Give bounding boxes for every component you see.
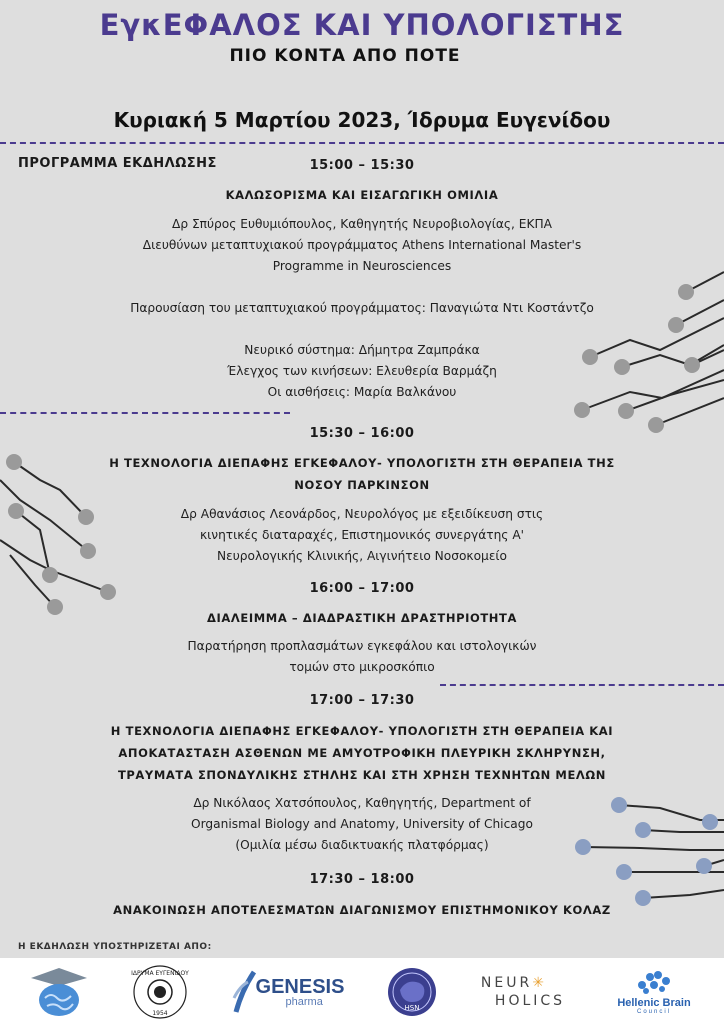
session-title: ΚΑΛΩΣΟΡΙΣΜΑ ΚΑΙ ΕΙΣΑΓΩΓΙΚΗ ΟΜΙΛΙΑ — [225, 188, 499, 202]
svg-text:HSN: HSN — [404, 1004, 420, 1012]
session-time: 16:00 – 17:00 — [309, 581, 415, 596]
divider — [0, 412, 290, 414]
session-time: 15:00 – 15:30 — [309, 158, 415, 173]
sponsors-label: Η ΕΚΔΗΛΩΣΗ ΥΠΟΣΤΗΡΙΖΕΤΑΙ ΑΠΟ: — [18, 942, 212, 952]
hellenic-brain-council-logo — [604, 964, 704, 1020]
session-details: Δρ Σπύρος Ευθυμιόπουλος, Καθηγητής Νευροβιολογίας, ΕΚΠΑ Διευθύνων μεταπτυχιακού προγράμματος Athens International Master's Programme in Neurosciences Παρουσίαση του μεταπτυχιακού προγράμματος: Παναγιώτα Ντι Κοστάντζο Νευρικό σύστημα: Δήμητρα Ζαμπράκα Έλεγχος των κινήσεων: Ελευθερία Βαρμάζη Οι αισθήσεις: Μαρία Βαλκάνου — [130, 217, 594, 399]
session-title: Η ΤΕΧΝΟΛΟΓΙΑ ΔΙΕΠΑΦΗΣ ΕΓΚΕΦΑΛΟΥ- ΥΠΟΛΟΓΙΣΤΗ ΣΤΗ ΘΕΡΑΠΕΙΑ ΤΗΣ ΝΟΣΟΥ ΠΑΡΚΙΝΣΟΝ — [109, 456, 615, 492]
session-title: ΔΙΑΛΕΙΜΜΑ – ΔΙΑΔΡΑΣΤΙΚΗ ΔΡΑΣΤΗΡΙΟΤΗΤΑ — [207, 611, 517, 625]
session-title: Η ΤΕΧΝΟΛΟΓΙΑ ΔΙΕΠΑΦΗΣ ΕΓΚΕΦΑΛΟΥ- ΥΠΟΛΟΓΙΣΤΗ ΣΤΗ ΘΕΡΑΠΕΙΑ ΚΑΙ ΑΠΟΚΑΤΑΣΤΑΣΗ ΑΣΘΕΝΩΝ ΜΕ ΑΜΥΟΤΡΟΦΙΚΗ ΠΛΕΥΡΙΚΗ ΣΚΛΗΡΥΝΣΗ, ΤΡΑΥΜΑΤΑ ΣΠΟΝΔΥΛΙΚΗΣ ΣΤΗΛΗΣ ΚΑΙ ΣΤΗ ΧΡΗΣΗ ΤΕΧΝΗΤΩΝ ΜΕΛΩΝ — [110, 724, 614, 782]
poster-title: ΕγκΕΦΑΛΟΣ ΚΑΙ ΥΠΟΛΟΓΙΣΤΗΣ — [99, 8, 625, 42]
neuroholics-logo — [478, 964, 568, 1020]
foundation-seal-icon — [130, 963, 190, 1021]
sponsor-logos-bar — [0, 958, 724, 1024]
genesis-sub: pharma — [285, 995, 323, 1008]
neuroholics-bottom: HOLICS — [494, 993, 566, 1009]
hsn-brain-icon — [386, 966, 438, 1018]
hellenic-brain-name: Hellenic Brain — [617, 997, 691, 1009]
session-details: Παρατήρηση προπλασμάτων εγκεφάλου και ιστολογικών τομών στο μικροσκόπιο — [187, 639, 537, 674]
date-venue: Κυριακή 5 Μαρτίου 2023, Ίδρυμα Ευγενίδου — [113, 108, 611, 132]
university-logo — [24, 964, 94, 1020]
eugenides-foundation-logo — [128, 964, 192, 1020]
graduation-brain-icon — [27, 964, 91, 1020]
hellenic-brain-sub: Council — [636, 1009, 671, 1015]
neuroholics-top: NEUR✳ — [480, 974, 547, 991]
session-details: Δρ Νικόλαος Χατσόπουλος, Καθηγητής, Department of Organismal Biology and Anatomy, University of Chicago (Ομιλία μέσω διαδικτυακής πλατφόρμας) — [191, 796, 533, 852]
svg-text:1954: 1954 — [152, 1010, 168, 1017]
session-details: Δρ Αθανάσιος Λεονάρδος, Νευρολόγος με εξειδίκευση στις κινητικές διαταραχές, Επιστημονικός συνεργάτης Α' Νευρολογικής Κλινικής, Αιγινήτειο Νοσοκομείο — [180, 507, 544, 563]
session-time: 17:00 – 17:30 — [309, 693, 415, 708]
poster-subtitle: ΠΙΟ ΚΟΝΤΑ ΑΠΟ ΠΟΤΕ — [229, 46, 461, 66]
program-label: ΠΡΟΓΡΑΜΜΑ ΕΚΔΗΛΩΣΗΣ — [18, 156, 217, 171]
brain-network-icon — [634, 969, 674, 997]
genesis-pharma-logo — [228, 964, 348, 1020]
svg-text:ΙΔΡΥΜΑ ΕΥΓΕΝΙΔΟΥ: ΙΔΡΥΜΑ ΕΥΓΕΝΙΔΟΥ — [131, 970, 189, 977]
hsn-logo — [384, 964, 440, 1020]
divider — [0, 142, 724, 144]
genesis-swoosh-icon — [232, 970, 256, 1014]
session-time: 17:30 – 18:00 — [309, 872, 415, 887]
divider — [440, 684, 724, 686]
session-time: 15:30 – 16:00 — [309, 426, 415, 441]
session-title: ΑΝΑΚΟΙΝΩΣΗ ΑΠΟΤΕΛΕΣΜΑΤΩΝ ΔΙΑΓΩΝΙΣΜΟΥ ΕΠΙΣΤΗΜΟΝΙΚΟΥ ΚΟΛΑΖ — [113, 903, 611, 917]
genesis-name: GENESIS — [255, 975, 345, 998]
